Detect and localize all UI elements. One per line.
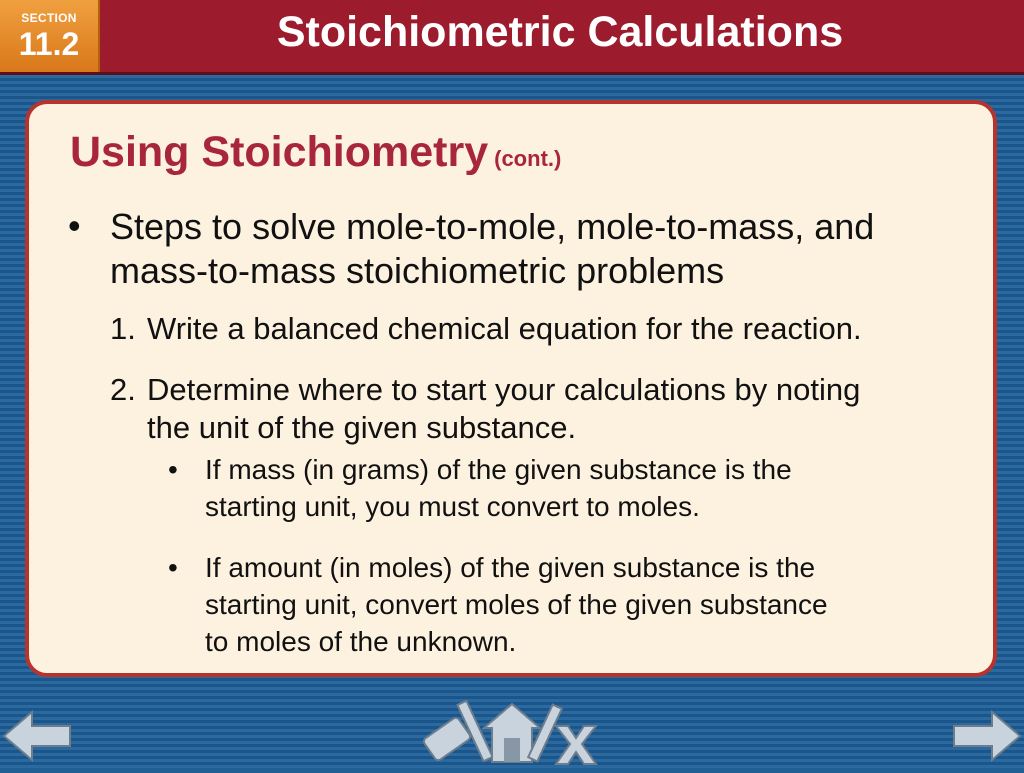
step-text xyxy=(147,310,862,348)
step-line: Determine where to start your calculations by noting xyxy=(147,372,861,407)
slide-subtitle xyxy=(70,128,561,177)
step-line: the unit of the given substance. xyxy=(147,410,577,445)
main-bullet-line: mass-to-mass stoichiometric problems xyxy=(110,250,725,291)
header-bar xyxy=(0,0,1024,75)
section-label: SECTION xyxy=(21,11,77,25)
section-badge xyxy=(0,0,100,72)
step-number: 1. xyxy=(110,311,136,346)
section-number: 11.2 xyxy=(18,26,80,62)
home-button[interactable] xyxy=(420,700,610,768)
sub-bullet-marker: • xyxy=(168,454,178,485)
next-button[interactable] xyxy=(944,700,1024,768)
bullet-marker: • xyxy=(68,205,81,246)
main-bullet-text xyxy=(110,205,874,293)
sub-bullet-text xyxy=(205,549,828,660)
sub-bullet-line: starting unit, convert moles of the given substance xyxy=(205,589,828,620)
home-icon xyxy=(420,700,610,768)
subtitle-suffix: (cont.) xyxy=(494,146,562,171)
right-arrow-icon xyxy=(944,700,1024,768)
left-arrow-icon xyxy=(0,700,80,768)
sub-bullet-text xyxy=(205,451,792,525)
sub-bullet-line: If amount (in moles) of the given substance is the xyxy=(205,552,816,583)
sub-bullet-line: to moles of the unknown. xyxy=(205,626,517,657)
step-line: Write a balanced chemical equation for the reaction. xyxy=(147,311,862,346)
sub-bullet-line: If mass (in grams) of the given substance is the xyxy=(205,454,792,485)
step-text xyxy=(147,371,860,447)
subtitle-text: Using Stoichiometry xyxy=(70,128,489,176)
back-button[interactable] xyxy=(0,700,80,768)
sub-bullet-line: starting unit, you must convert to moles. xyxy=(205,491,700,522)
step-number: 2. xyxy=(110,372,136,407)
page-title: Stoichiometric Calculations xyxy=(276,8,844,56)
sub-bullet-marker: • xyxy=(168,552,178,583)
main-bullet-line: Steps to solve mole-to-mole, mole-to-mass, and xyxy=(110,206,875,247)
